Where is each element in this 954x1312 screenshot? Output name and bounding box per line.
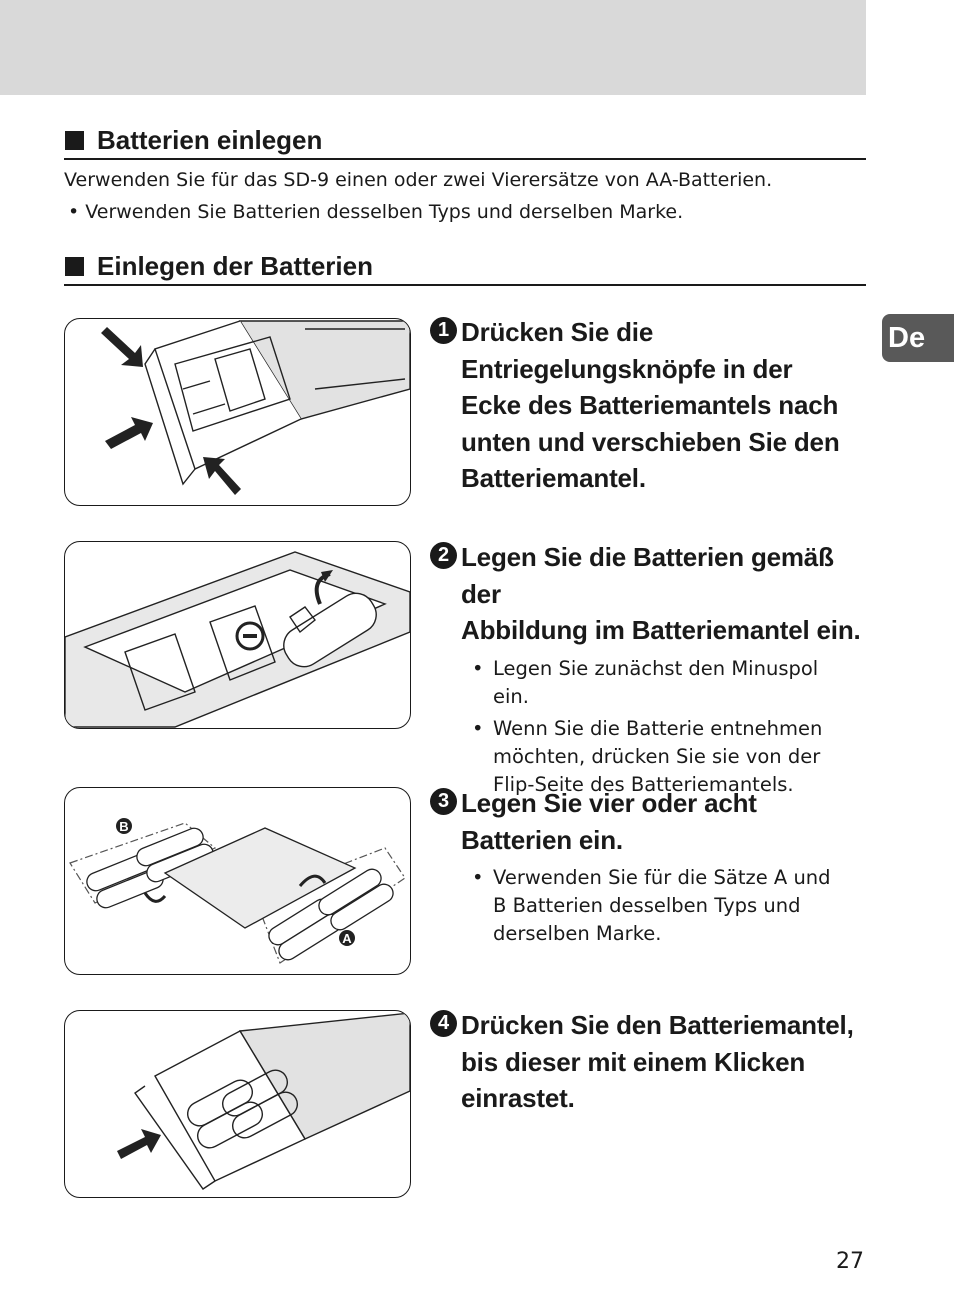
step-2: [430, 539, 870, 803]
step-3-bullets: [430, 864, 870, 948]
section-title: Einlegen der Batterien: [97, 251, 373, 281]
square-bullet-icon: [65, 257, 84, 276]
step-4: [430, 1007, 870, 1117]
intro-bullet: • Verwenden Sie Batterien desselben Typs und derselben Marke.: [68, 201, 684, 223]
figure-close-cover: [64, 1010, 411, 1198]
step-3: [430, 785, 870, 952]
battery-close-illustration: [65, 1011, 411, 1198]
bullet-icon: •: [472, 656, 484, 680]
page-number: 27: [836, 1249, 864, 1274]
step-instruction: Legen Sie vier oder acht Batterien ein.: [461, 788, 757, 855]
figure-four-or-eight-batteries: [64, 787, 411, 975]
section-heading-batteries: [64, 122, 866, 160]
section-title: Batterien einlegen: [97, 125, 323, 155]
step-number-badge: 3: [430, 788, 457, 815]
header-band: [0, 0, 866, 95]
square-bullet-icon: [65, 131, 84, 150]
step-2-bullets: [430, 655, 870, 799]
step-number-badge: 1: [430, 317, 457, 344]
push-arrow-icon: [117, 1129, 161, 1159]
battery-holder-illustration: [65, 319, 411, 506]
figure-release-cover: [64, 318, 411, 506]
step-instruction: Drücken Sie die Entriegelungsknöpfe in der Ecke des Batteriemantels nach unten und verschieben Sie den Batteriemantel.: [461, 317, 840, 493]
list-item: • Verwenden Sie für die Sätze A und B Batterien desselben Typs und derselben Marke.: [472, 866, 831, 945]
step-number-badge: 4: [430, 1010, 457, 1037]
language-tab: De: [882, 314, 954, 362]
figure-insert-minus-first: [64, 541, 411, 729]
set-a-label: A: [342, 931, 352, 946]
list-item: • Wenn Sie die Batterie entnehmen möchten, drücken Sie sie von der Flip-Seite des Batteriemantels.: [472, 716, 823, 796]
bullet-icon: •: [472, 716, 484, 740]
intro-text: Verwenden Sie für das SD-9 einen oder zwei Vierersätze von AA-Batterien.: [64, 169, 773, 191]
step-instruction: Legen Sie die Batterien gemäß der Abbildung im Batteriemantel ein.: [461, 542, 861, 645]
step-1: [430, 314, 870, 497]
section-heading-insert: [64, 248, 866, 286]
battery-insert-illustration: [65, 542, 411, 729]
list-item: • Legen Sie zunächst den Minuspol ein.: [472, 656, 819, 708]
bullet-icon: •: [472, 866, 484, 889]
battery-sets-illustration: [65, 788, 411, 975]
step-number-badge: 2: [430, 542, 457, 569]
step-instruction: Drücken Sie den Batteriemantel, bis dieser mit einem Klicken einrastet.: [461, 1010, 854, 1113]
set-b-label: B: [119, 819, 129, 834]
